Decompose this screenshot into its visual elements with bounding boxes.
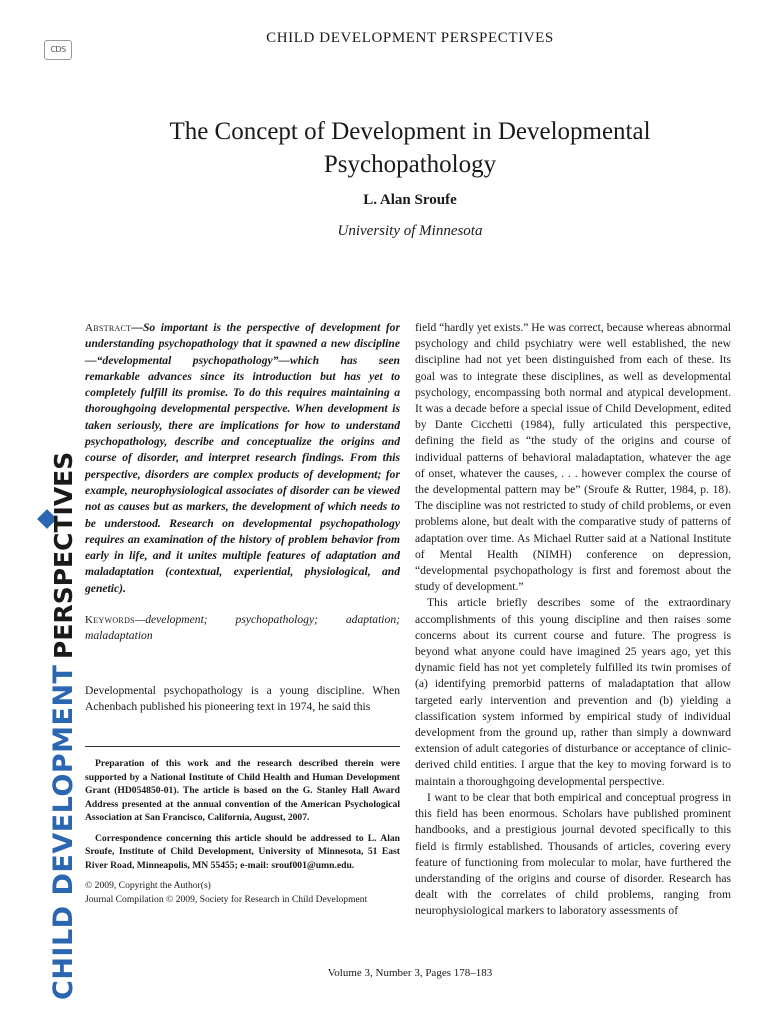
intro-paragraph: Developmental psychopathology is a young discipline. When Achenbach published his pioneering text in 1974, he said this bbox=[85, 684, 400, 714]
page-footer: Volume 3, Number 3, Pages 178–183 bbox=[327, 967, 493, 979]
article-title: The Concept of Development in Developmental Psychopathology bbox=[169, 118, 651, 178]
intro-paragraph-container bbox=[85, 683, 400, 715]
body-paragraph-1: field “hardly yet exists.” He was correct, because whereas abnormal psychology and child psychiatry were well established, the new discipline had not yet been distinguished from each of these. Its goal was to integrate these disciplines, as well as developmental psychology, encompassing both normal and atypical development. It was a decade before a special issue of Child Development, edited by Dante Cicchetti (1984), fully articulated this perspective, defining the field as “the study of the origins and course of individual patterns of behavioral maladaptation, whatever the age of onset, whatever the causes, . . . however complex the course of the developmental pattern may be” (Sroufe & Rutter, 1984, p. 18). The discipline was not restricted to study of child problems, or even problems alone, but dealt with the comparative study of patterns of adaptation over time. As Michael Rutter said at a National Institute of Mental Health (NIMH) conference on depression, “developmental psychopathology is first and foremost about the study of development.” bbox=[415, 321, 731, 594]
right-column bbox=[415, 320, 731, 920]
banner-text-child-development: CHILD DEVELOPMENT bbox=[48, 664, 79, 1000]
footnote-funding: Preparation of this work and the research described therein were supported by a National Institute of Child Health and Human Development Grant (HD054850-01). The article is based on the G. Stanley Hall Award Address presented at the annual convention of the American Psychological Association at San Francisco, California, August, 2007. bbox=[85, 758, 400, 823]
footnote-correspondence: Correspondence concerning this article should be addressed to L. Alan Sroufe, Institute of Child Development, University of Minnesota, 51 East River Road, Minneapolis, MN 55455; e-mail: srouf001@umn.edu. bbox=[85, 832, 400, 871]
journal-side-banner bbox=[48, 452, 79, 1000]
journal-compilation-line: Journal Compilation © 2009, Society for Research in Child Development bbox=[85, 893, 368, 905]
abstract-text: —So important is the perspective of development for understanding psychopathology that it spawned a new discipline—“developmental psychopathology”—which has seen remarkable advances since its introduction but has yet to completely fulfill its promise. To do this requires maintaining a thoroughgoing developmental perspective. When development is taken seriously, there are implications for how to understand psychopathology, describe and conceptualize the origins and course of disorder, and interpret research findings. From this perspective, disorders are complex products of development; for example, neurophysiological associates of disorder can be viewed not as causes but as markers, the development of which needs to be understood. Research on developmental psychopathology requires an examination of the history of problem behavior from early in life, and it unites multiple features of adaptation and maladaptation (contextual, experiential, physiological, and genetic). bbox=[85, 321, 400, 595]
publisher-logo: CDS bbox=[44, 40, 72, 60]
footnotes bbox=[85, 757, 400, 906]
footnote-divider bbox=[85, 746, 400, 747]
keywords-label: Keywords bbox=[85, 614, 135, 627]
author-name: L. Alan Sroufe bbox=[363, 192, 457, 208]
running-head: CHILD DEVELOPMENT PERSPECTIVES bbox=[266, 30, 554, 46]
abstract-label: Abstract bbox=[85, 322, 132, 334]
body-paragraph-3: I want to be clear that both empirical and conceptual progress in this field has been enormous. Scholars have published prominent handbooks, and a prestigious journal devoted specifically to this field is firmly established. Thousands of articles, covering every feature of functioning from molecular to molar, have furthered the understanding of the origins and course of disorder. Research has dealt with the correlates of child problems, ranging from neurophysiological markers to laboratory assessments of bbox=[415, 790, 731, 918]
keywords-text: —development; psychopathology; adaptation; maladaptation bbox=[85, 613, 400, 643]
copyright-line: © 2009, Copyright the Author(s) bbox=[85, 880, 211, 891]
left-column bbox=[85, 320, 400, 645]
keywords bbox=[85, 612, 400, 645]
author-affiliation: University of Minnesota bbox=[337, 223, 483, 239]
abstract bbox=[85, 320, 400, 597]
banner-text-perspectives: PERSPECTIVES bbox=[49, 451, 78, 659]
body-paragraph-2: This article briefly describes some of the extraordinary accomplishments of this young discipline and then raises some concerns about its current course and future. The progress is beyond what anyone could have imagined 25 years ago, yet this dynamic field has not yet completely fulfilled its twin promises of (a) identifying premorbid patterns of maladaptation that allow targeted early intervention and prevention and (b) yielding a classification system informed by empirical study of individual development from the ground up, rather than simply a downward extension of adult categories of disturbance or acceptance of clinic-derived child entities. I argue that the key to moving forward is to maintain a thoroughgoing developmental perspective. bbox=[415, 596, 731, 788]
